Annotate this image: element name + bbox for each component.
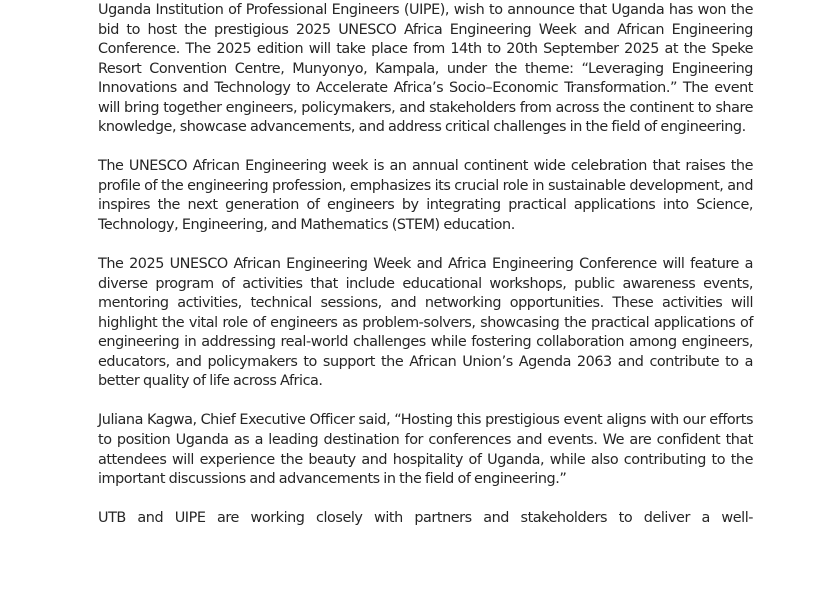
paragraph-announcement: Uganda Institution of Professional Engineers (UIPE), wish to announce that Uganda has won the bid to host the prestigious 2025 UNESCO Africa Engineering Week and African Engineering Conference. The 2025 edition will take place from 14th to 20th September 2025 at the Speke Resort Convention Centre, Munyonyo, Kampala, under the theme: “Leveraging Engineering Innovations and Technology to Accelerate Africa’s Socio–Economic Transformation.” The event will bring together engineers, policymakers, and stakeholders from across the continent to share knowledge, showcase advancements, and address critical challenges in the field of engineering.	[98, 2, 753, 136]
paragraph-partners: UTB and UIPE are working closely with partners and stakeholders to deliver a well-	[98, 510, 753, 527]
paragraph-program: The 2025 UNESCO African Engineering Week and Africa Engineering Conference will feature a diverse program of activities that include educational workshops, public awareness events, mentoring activities, technical sessions, and networking opportunities. These activities will highlight the vital role of engineers as problem-solvers, showcasing the practical applications of engineering in addressing real-world challenges while fostering collaboration among engineers, educators, and policymakers to support the African Union’s Agenda 2063 and contribute to a better quality of life across Africa.	[98, 256, 753, 390]
paragraph-ceo-quote: Juliana Kagwa, Chief Executive Officer said, “Hosting this prestigious event aligns with our efforts to position Uganda as a leading destination for conferences and events. We are confident that attendees will experience the beauty and hospitality of Uganda, while also contributing to the important discussions and advancements in the field of engineering.”	[98, 412, 753, 488]
paragraph-about-week: The UNESCO African Engineering week is an annual continent wide celebration that raises the profile of the engineering profession, emphasizes its crucial role in sustainable development, and inspires the next generation of engineers by integrating practical applications into Science, Technology, Engineering, and Mathematics (STEM) education.	[98, 158, 753, 234]
document-page	[98, 1, 753, 548]
